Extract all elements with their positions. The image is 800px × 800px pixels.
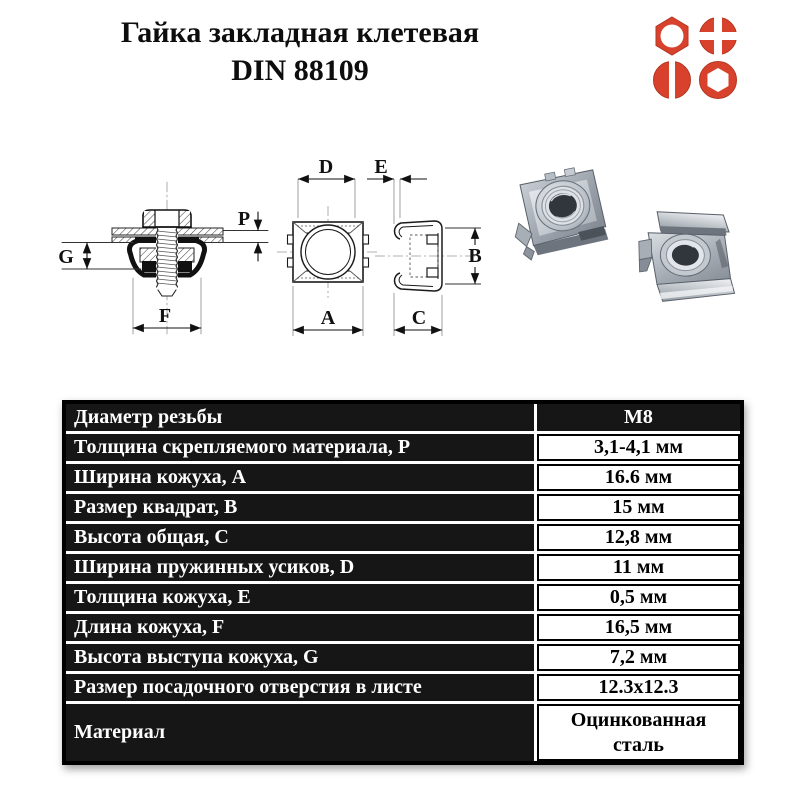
row-label: Толщина кожуха, Е bbox=[66, 584, 534, 611]
row-value: 12.3x12.3 bbox=[537, 674, 740, 701]
row-label: Ширина пружинных усиков, D bbox=[66, 554, 534, 581]
technical-drawings bbox=[25, 138, 505, 350]
table-row bbox=[66, 584, 740, 611]
dim-label-b: B bbox=[468, 245, 482, 267]
row-value: Оцинкованная сталь bbox=[537, 704, 740, 761]
row-label: Длина кожуха, F bbox=[66, 614, 534, 641]
row-value: 15 мм bbox=[537, 494, 740, 521]
row-label: Высота выступа кожуха, G bbox=[66, 644, 534, 671]
dim-label-p: P bbox=[237, 208, 251, 230]
row-value: 0,5 мм bbox=[537, 584, 740, 611]
brand-logo bbox=[652, 16, 738, 100]
dim-label-d: D bbox=[318, 156, 334, 178]
table-row bbox=[66, 464, 740, 491]
row-value: М8 bbox=[537, 404, 740, 431]
row-value: 3,1-4,1 мм bbox=[537, 434, 740, 461]
product-photo-1 bbox=[505, 152, 617, 262]
dimension-d bbox=[298, 156, 355, 218]
row-label: Толщина скрепляемого материала, Р bbox=[66, 434, 534, 461]
dim-label-e: E bbox=[374, 156, 388, 178]
hex-socket-icon bbox=[698, 60, 738, 100]
dimension-c bbox=[394, 293, 442, 336]
phillips-screw-icon bbox=[698, 16, 738, 56]
row-label: Ширина кожуха, А bbox=[66, 464, 534, 491]
hex-nut-icon bbox=[652, 16, 692, 56]
product-photo-2 bbox=[618, 206, 750, 324]
table-row bbox=[66, 554, 740, 581]
drawing-side-view bbox=[367, 156, 482, 336]
dim-label-a: A bbox=[320, 307, 336, 329]
dimension-e bbox=[367, 156, 427, 224]
page-title bbox=[20, 14, 580, 90]
row-value: 16,5 мм bbox=[537, 614, 740, 641]
table-row bbox=[66, 704, 740, 761]
dim-label-g: G bbox=[58, 246, 74, 268]
table-row bbox=[66, 674, 740, 701]
spec-table bbox=[62, 400, 744, 765]
table-row bbox=[66, 404, 740, 431]
slotted-screw-icon bbox=[652, 60, 692, 100]
dim-label-f: F bbox=[158, 305, 172, 327]
drawing-installed-view bbox=[58, 182, 268, 334]
row-label: Размер посадочного отверстия в листе bbox=[66, 674, 534, 701]
row-label: Высота общая, С bbox=[66, 524, 534, 551]
title-line-1: Гайка закладная клетевая bbox=[120, 16, 480, 49]
row-value: 11 мм bbox=[537, 554, 740, 581]
table-row bbox=[66, 644, 740, 671]
row-value: 16.6 мм bbox=[537, 464, 740, 491]
dimension-a bbox=[293, 286, 363, 336]
dim-label-c: C bbox=[411, 307, 427, 329]
title-line-2: DIN 88109 bbox=[231, 54, 369, 87]
row-label: Размер квадрат, В bbox=[66, 494, 534, 521]
table-row bbox=[66, 494, 740, 521]
table-row bbox=[66, 434, 740, 461]
table-row bbox=[66, 614, 740, 641]
row-label: Диаметр резьбы bbox=[66, 404, 534, 431]
table-row bbox=[66, 524, 740, 551]
row-label: Материал bbox=[66, 704, 534, 761]
row-value: 7,2 мм bbox=[537, 644, 740, 671]
row-value: 12,8 мм bbox=[537, 524, 740, 551]
drawing-top-view bbox=[277, 156, 379, 336]
